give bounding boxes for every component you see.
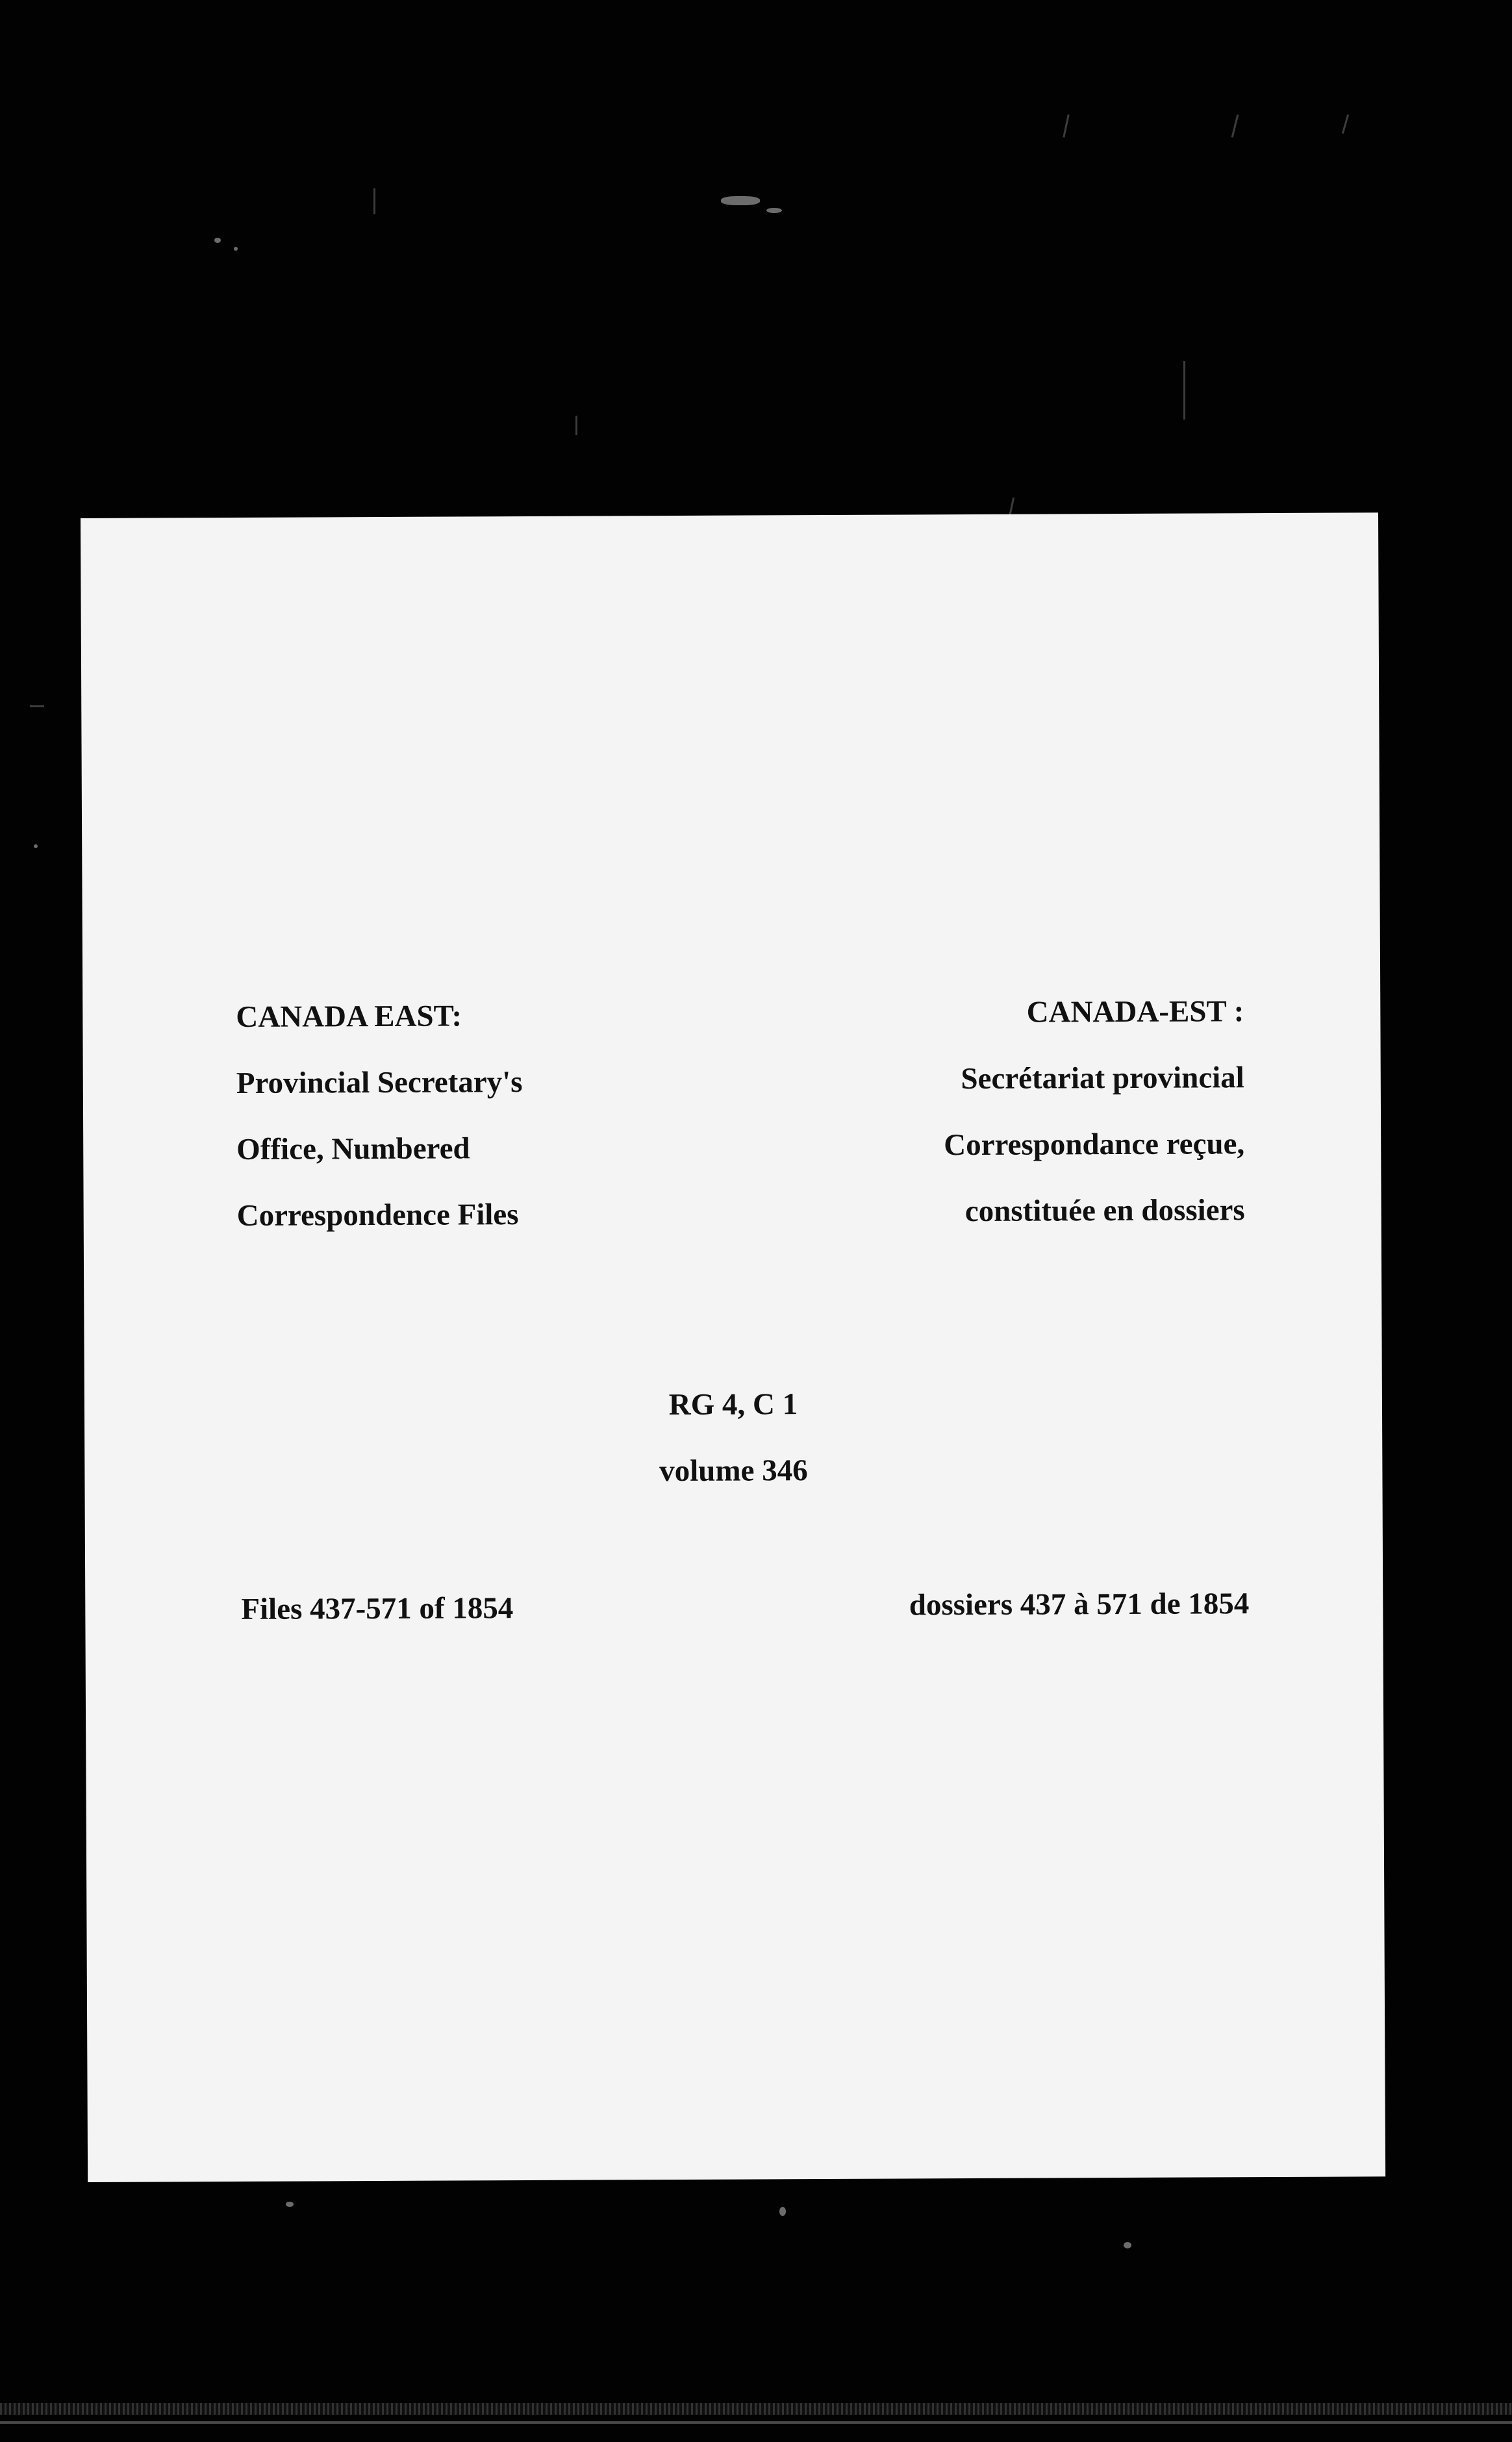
film-scratch — [1342, 114, 1349, 134]
film-edge-line — [0, 2421, 1512, 2424]
record-group: RG 4, C 1 — [668, 1387, 798, 1422]
document-page — [81, 512, 1385, 2182]
french-line-1: Secrétariat provincial — [961, 1061, 1244, 1096]
film-scratch — [373, 188, 375, 214]
film-scratch — [575, 416, 577, 435]
film-speck — [286, 2202, 294, 2207]
film-speck — [721, 196, 760, 205]
film-scratch — [1183, 361, 1185, 420]
english-line-1: Provincial Secretary's — [236, 1065, 523, 1100]
french-line-2: Correspondance reçue, — [944, 1127, 1245, 1163]
film-speck — [779, 2207, 786, 2216]
film-speck — [214, 238, 221, 243]
film-speck — [1124, 2242, 1131, 2248]
film-speck — [766, 208, 782, 213]
french-file-range: dossiers 437 à 571 de 1854 — [909, 1587, 1250, 1622]
film-scratch — [1063, 114, 1069, 138]
french-line-3: constituée en dossiers — [964, 1193, 1245, 1229]
english-heading: CANADA EAST: — [236, 999, 462, 1034]
english-line-3: Correspondence Files — [236, 1198, 519, 1233]
film-scratch — [1231, 114, 1239, 138]
film-speck — [234, 247, 238, 251]
volume-number: volume 346 — [659, 1454, 808, 1489]
french-heading: CANADA-EST : — [1026, 994, 1244, 1029]
film-scratch — [30, 705, 44, 707]
film-speck — [34, 844, 38, 848]
english-file-range: Files 437-571 of 1854 — [241, 1591, 514, 1626]
film-edge-strip — [0, 2403, 1512, 2415]
english-line-2: Office, Numbered — [236, 1131, 470, 1166]
